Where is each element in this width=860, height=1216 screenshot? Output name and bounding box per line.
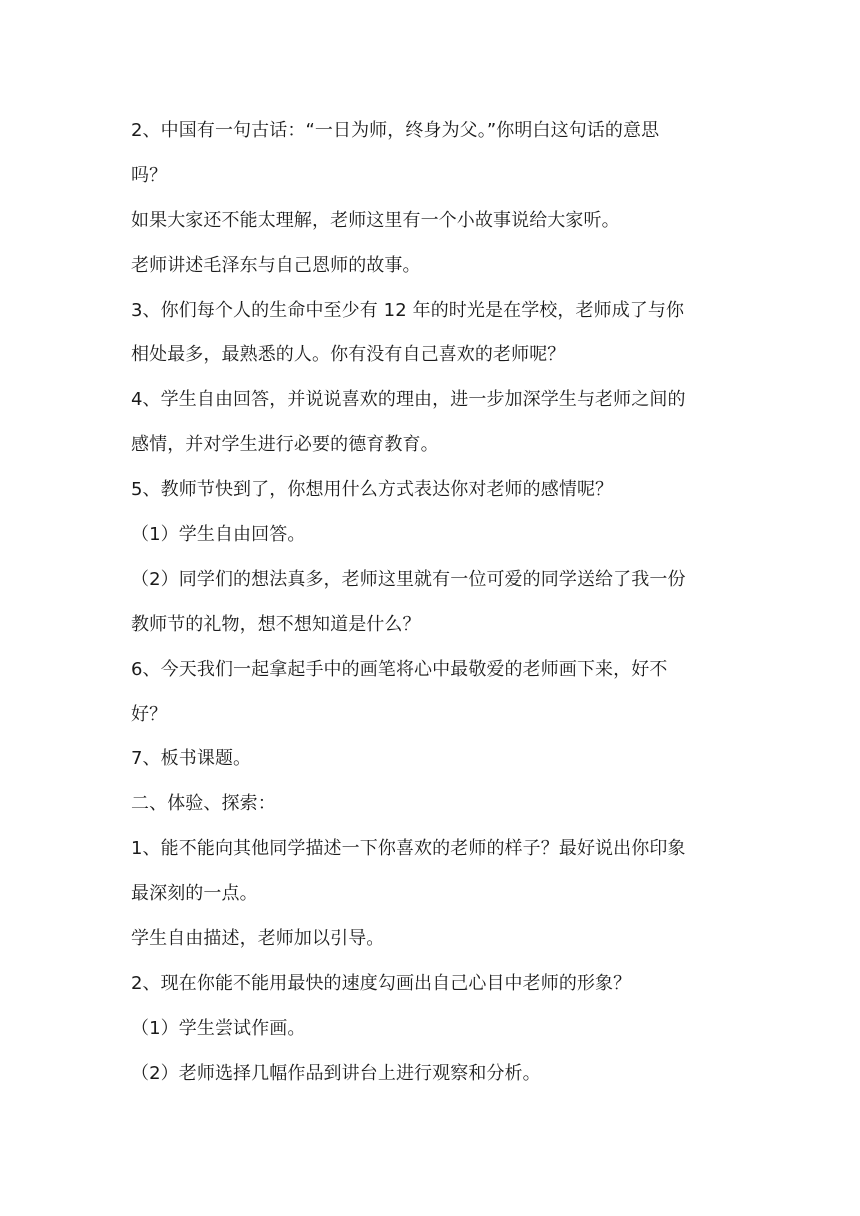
text-line: 3、你们每个人的生命中至少有 12 年的时光是在学校，老师成了与你: [131, 299, 685, 321]
section-heading: 二、体验、探索：: [131, 793, 276, 815]
text-line: 感情，并对学生进行必要的德育教育。: [131, 434, 439, 456]
text-line: （2）同学们的想法真多，老师这里就有一位可爱的同学送给了我一份: [131, 568, 686, 590]
text-line: （1）学生尝试作画。: [131, 1017, 306, 1039]
text-line: 2、中国有一句古话：“一日为师，终身为父。”你明白这句话的意思: [131, 120, 660, 141]
text-line: 教师节的礼物，想不想知道是什么？: [131, 613, 421, 635]
text-line: 老师讲述毛泽东与自己恩师的故事。: [131, 254, 421, 276]
text-line: 好？: [131, 703, 168, 725]
text-line: 4、学生自由回答，并说说喜欢的理由，进一步加深学生与老师之间的: [131, 389, 686, 411]
text-line: 1、能不能向其他同学描述一下你喜欢的老师的样子？最好说出你印象: [131, 838, 686, 860]
text-line: 2、现在你能不能用最快的速度勾画出自己心目中老师的形象？: [131, 972, 632, 994]
text-line: 6、今天我们一起拿起手中的画笔将心中最敬爱的老师画下来，好不: [131, 658, 668, 680]
text-line: 如果大家还不能太理解，老师这里有一个小故事说给大家听。: [131, 209, 620, 231]
text-line: （1）学生自由回答。: [131, 524, 306, 546]
text-line: 7、板书课题。: [131, 748, 252, 770]
text-line: 5、教师节快到了，你想用什么方式表达你对老师的感情呢？: [131, 479, 614, 501]
text-line: 相处最多，最熟悉的人。你有没有自己喜欢的老师呢？: [131, 344, 566, 366]
text-line: 学生自由描述，老师加以引导。: [131, 928, 385, 950]
document-body: [131, 113, 731, 1101]
text-line: 吗？: [131, 164, 168, 186]
text-line: 最深刻的一点。: [131, 883, 258, 905]
text-line: （2）老师选择几幅作品到讲台上进行观察和分析。: [131, 1062, 541, 1084]
